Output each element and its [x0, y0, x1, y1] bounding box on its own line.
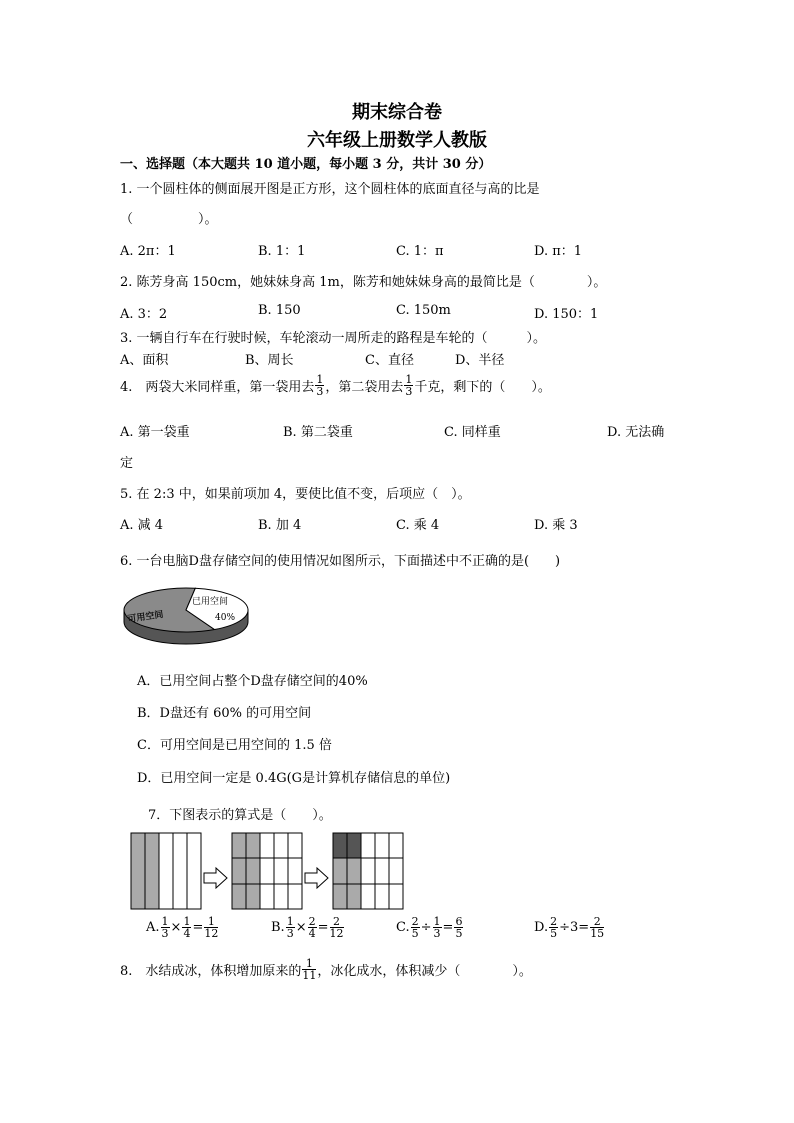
q7-option-d: D. $\frac{2}{5}$ ÷ 3 = $\frac{2}{15}$ — [534, 915, 605, 940]
q1-stem-cont: （ ）。 — [120, 212, 218, 227]
q4-option-a: A. 第一袋重 — [120, 425, 190, 440]
q3-option-b: B、周长 — [245, 353, 294, 368]
q4-option-d: D. 无法确 — [607, 425, 665, 440]
q8-stem-part2: ，冰化成水，体积减少（ ）。 — [317, 964, 532, 979]
q2-option-a: A. 3：2 — [120, 307, 168, 322]
q1-option-a: A. 2π：1 — [120, 244, 176, 259]
q6-option-d: D．已用空间一定是 0.4G(G是计算机存储信息的单位) — [137, 771, 451, 786]
q4-option-c: C. 同样重 — [444, 425, 501, 440]
q2-option-d: D. 150：1 — [534, 307, 599, 322]
q1-option-d: D. π：1 — [534, 244, 583, 259]
q1-option-b: B. 1：1 — [258, 244, 306, 259]
q3-option-d: D、半径 — [455, 353, 505, 368]
q4-stem-part1: 4. 两袋大米同样重，第一袋用去 — [120, 380, 315, 395]
q2-stem: 2. 陈芳身高 150cm，她妹妹身高 1m，陈芳和她妹妹身高的最简比是（ ）。 — [120, 275, 607, 290]
section-heading: 一、选择题（本大题共 10 道小题，每小题 3 分，共计 30 分） — [120, 157, 492, 172]
diagram-box-1 — [131, 833, 201, 909]
q5-option-b: B. 加 4 — [258, 518, 302, 533]
q7-option-b: B. $\frac{1}{3}$ × $\frac{2}{4}$ = $\frac{2}{12}$ — [271, 915, 344, 940]
q4-option-b: B. 第二袋重 — [283, 425, 353, 440]
q3-option-a: A、面积 — [120, 353, 169, 368]
q4-fraction-1: $\frac{1}{3}$ — [316, 373, 324, 398]
q4-stem — [120, 374, 551, 397]
q8-fraction: $\frac{1}{11}$ — [302, 957, 317, 982]
pie-used-pct: 40% — [215, 613, 236, 623]
q7-stem: 7．下图表示的算式是（ ）。 — [148, 808, 332, 823]
q6-option-a: A．已用空间占整个D盘存储空间的40% — [137, 674, 368, 689]
q7-option-c: C. $\frac{2}{5}$ ÷ $\frac{1}{3}$ = $\frac{6}{5}$ — [396, 915, 463, 940]
q8-stem-part1: 8. 水结成冰，体积增加原来的 — [120, 964, 302, 979]
page-title: 期末综合卷 — [352, 102, 442, 123]
q6-stem: 6. 一台电脑D盘存储空间的使用情况如图所示，下面描述中不正确的是( ) — [120, 554, 561, 569]
q4-option-d-cont: 定 — [120, 456, 134, 471]
q4-stem-part3: 千克，剩下的（ ）。 — [414, 380, 551, 395]
q3-stem: 3. 一辆自行车在行驶时候，车轮滚动一周所走的路程是车轮的（ ）。 — [120, 331, 547, 346]
q5-option-c: C. 乘 4 — [396, 518, 440, 533]
q4-stem-part2: ，第二袋用去 — [325, 380, 404, 395]
diagram-box-3 — [333, 833, 403, 909]
q7-option-a: A. $\frac{1}{3}$ × $\frac{1}{4}$ = $\frac{1}{12}$ — [146, 915, 219, 940]
q1-stem: 1. 一个圆柱体的侧面展开图是正方形，这个圆柱体的底面直径与高的比是 — [120, 182, 540, 197]
q6-option-c: C．可用空间是已用空间的 1.5 倍 — [137, 738, 332, 753]
diagram-box-2 — [232, 833, 302, 909]
q8-stem — [120, 958, 532, 981]
q5-option-a: A. 减 4 — [120, 518, 164, 533]
q2-option-b: B. 150 — [258, 303, 301, 318]
q5-option-d: D. 乘 3 — [534, 518, 578, 533]
q6-option-b: B．D盘还有 60% 的可用空间 — [137, 706, 312, 721]
pie-free-label: 可用空间 — [127, 610, 165, 625]
arrow-icon — [305, 868, 328, 888]
q5-stem: 5. 在 2:3 中，如果前项加 4，要使比值不变，后项应（ ）。 — [120, 487, 471, 502]
arrow-icon — [204, 868, 227, 888]
q2-option-c: C. 150m — [396, 303, 451, 318]
q7-fraction-diagram — [130, 832, 405, 912]
q3-option-c: C、直径 — [365, 353, 414, 368]
q6-pie-chart — [120, 580, 252, 650]
q1-option-c: C. 1：π — [396, 244, 444, 259]
q4-fraction-2: $\frac{1}{3}$ — [405, 373, 413, 398]
pie-used-label: 已用空间 — [192, 597, 229, 607]
page-subtitle: 六年级上册数学人教版 — [307, 130, 487, 151]
